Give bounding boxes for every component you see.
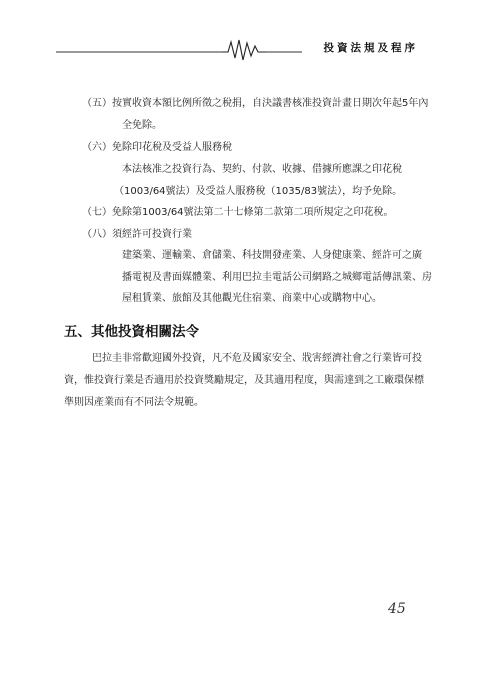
item-six-heading: （六）免除印花稅及受益人服務稅: [82, 142, 232, 153]
item-eight-line-1: 建築業、運輸業、倉儲業、科技開發產業、人身健康業、經許可之廣: [122, 250, 422, 261]
item-seven: （七）免除第1003/64號法第二十七條第二款第二項所規定之印花稅。: [82, 207, 394, 218]
item-five-line-1: （五）按實收資本額比例所徵之稅捐，自決議書核准投資計畫日期次年起5年內: [82, 98, 429, 109]
section-paragraph-line-3: 準則因產業而有不同法令規範。: [64, 397, 204, 408]
item-six-line-2: （1003/64號法）及受益人服務稅（1035/83號法），均予免除。: [114, 186, 403, 197]
running-header: [56, 36, 418, 62]
item-five-line-2: 全免除。: [122, 120, 162, 131]
item-six-line-1: 本法核准之投資行為、契約、付款、收據、借據所應課之印花稅: [122, 164, 402, 175]
section-paragraph-line-2: 資，惟投資行業是否適用於投資獎勵規定，及其適用程度，與需達到之工廠環保標: [64, 375, 424, 386]
section-paragraph-line-1: 巴拉圭非常歡迎國外投資，凡不危及國家安全、戕害經濟社會之行業皆可投: [92, 353, 422, 364]
item-eight-heading: （八）須經許可投資行業: [82, 229, 192, 240]
page-number: 45: [388, 601, 406, 617]
running-header-title: 投資法規及程序: [323, 42, 418, 54]
item-eight-line-2: 播電視及書面媒體業、利用巴拉圭電話公司網路之城鄉電話傳訊業、房: [122, 272, 432, 283]
section-title: 五、其他投資相關法令: [64, 324, 199, 340]
item-eight-line-3: 屋租賃業、旅館及其他觀光住宿業、商業中心或購物中心。: [122, 293, 382, 304]
